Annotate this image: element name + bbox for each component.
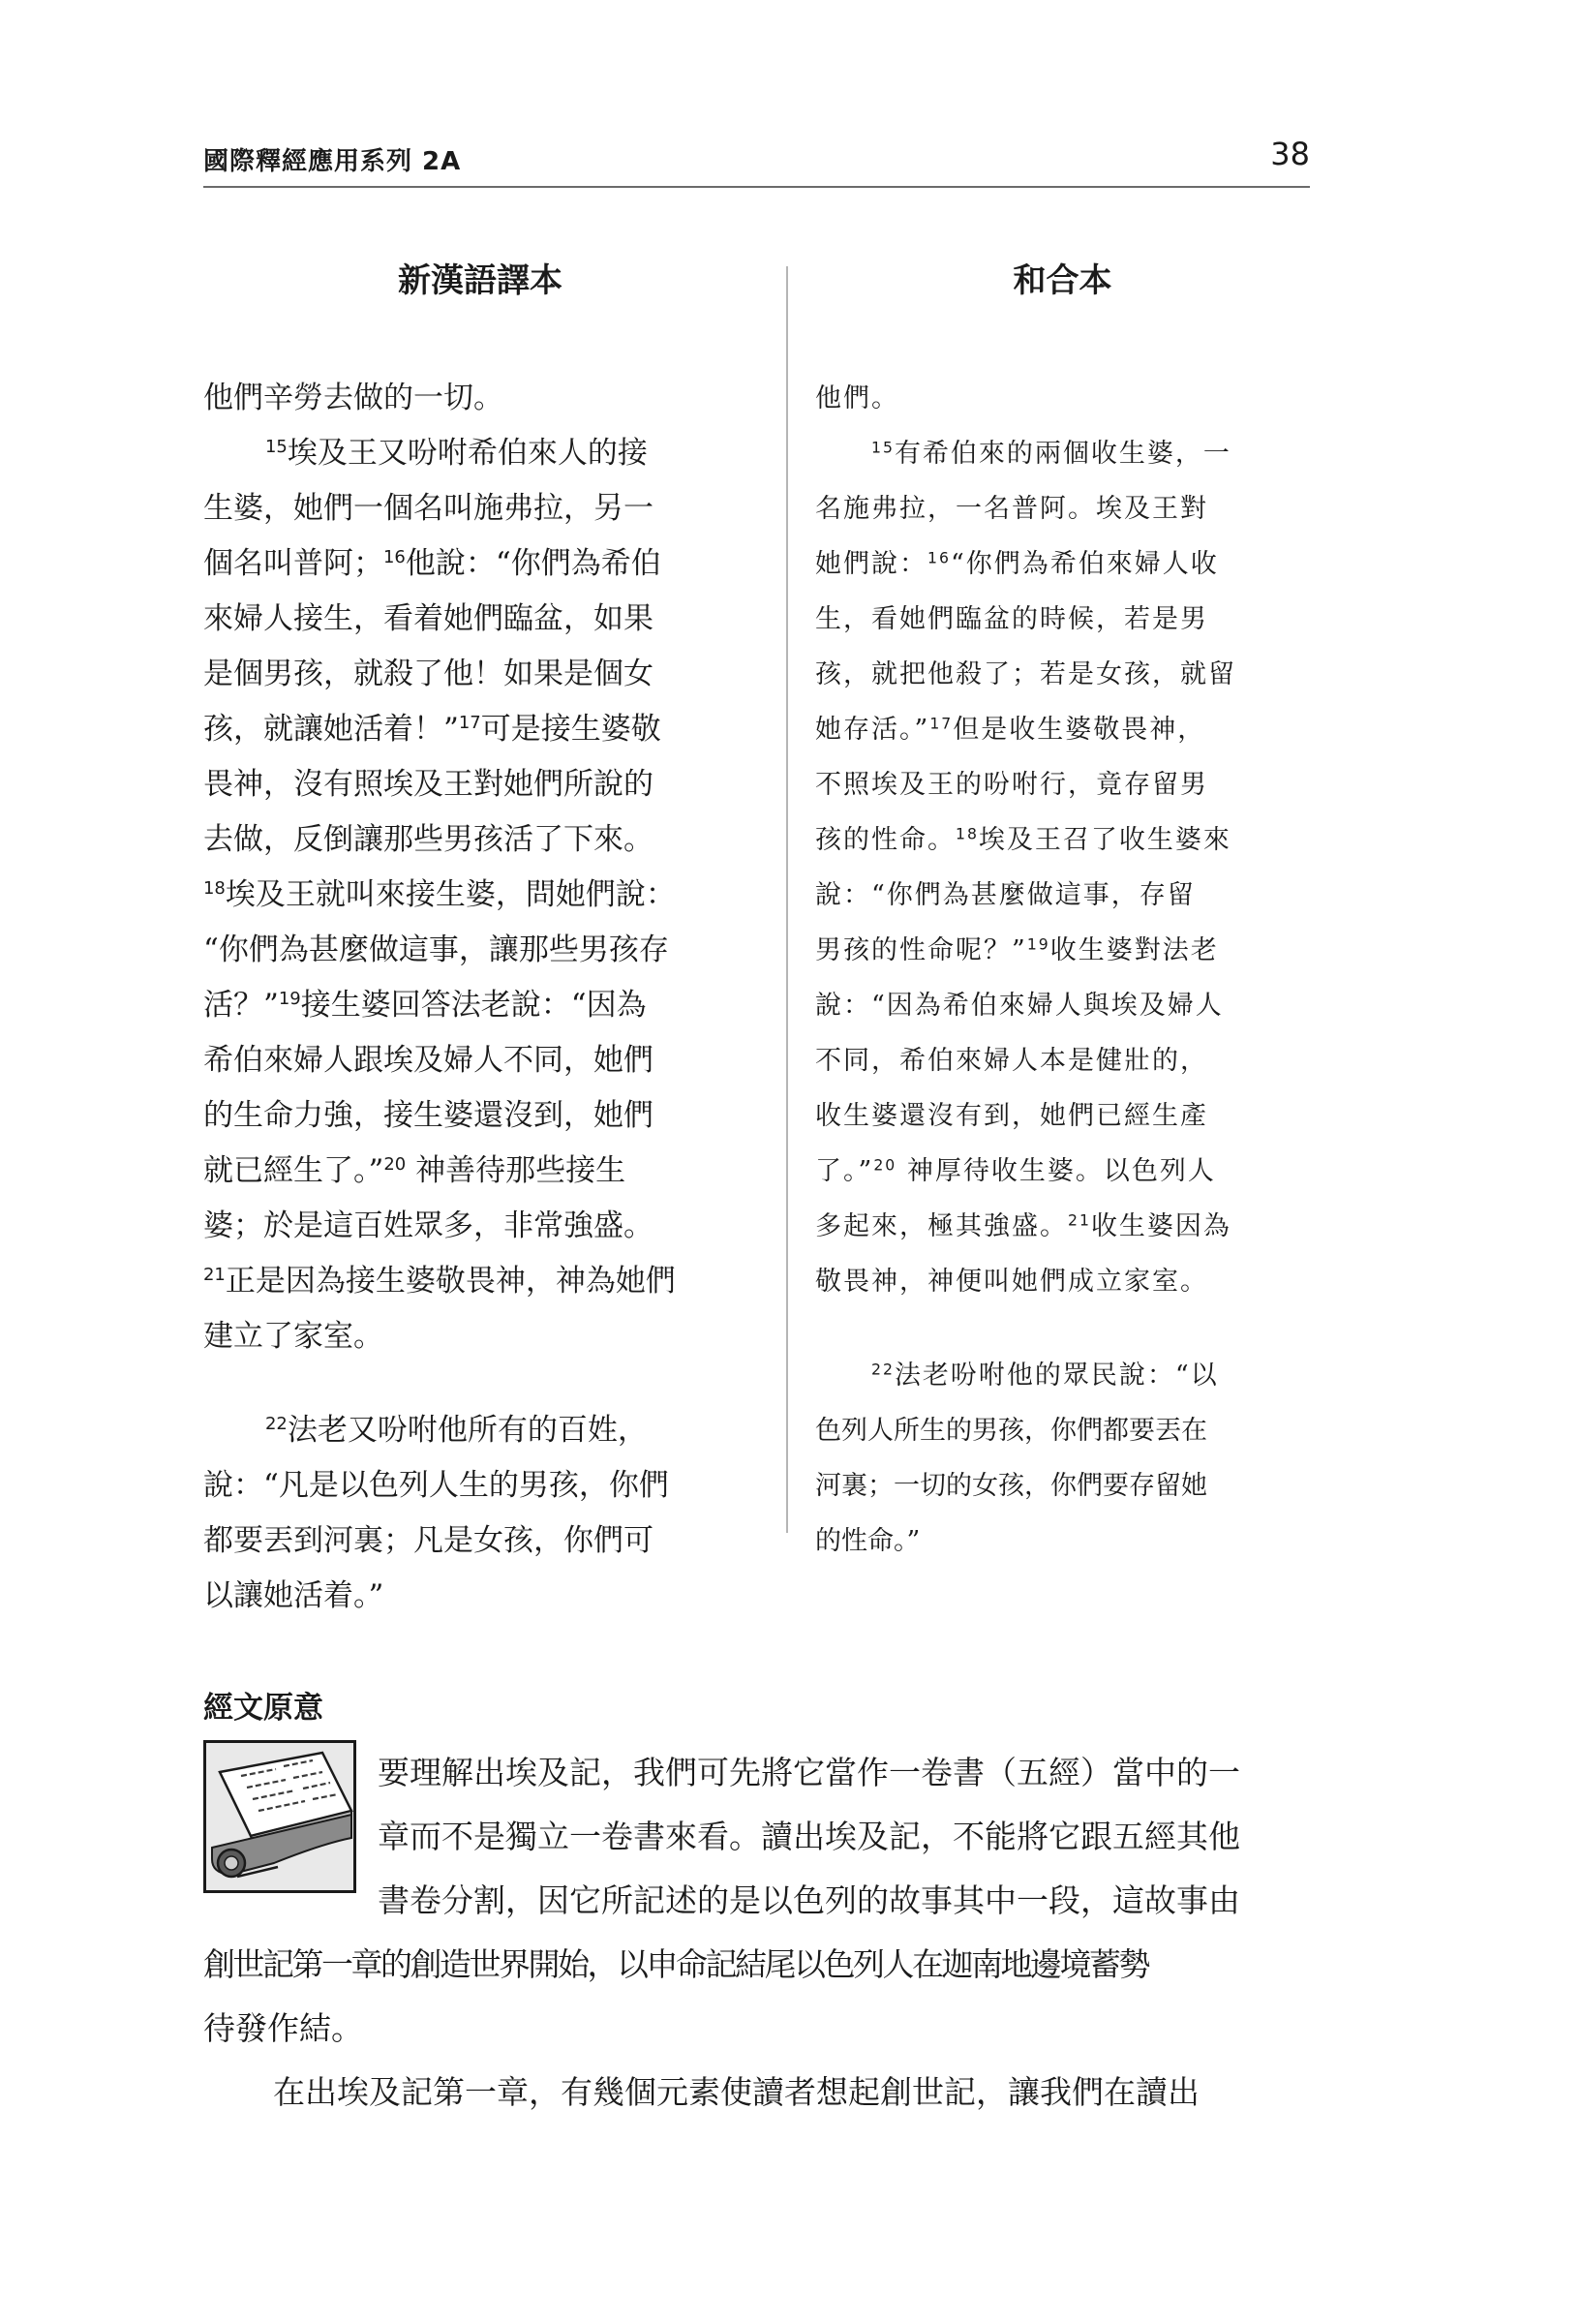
text-line [203, 592, 757, 647]
text-line [203, 1569, 757, 1624]
text-line [203, 536, 757, 592]
text-line [203, 1254, 757, 1309]
text-run: 說：“你們為甚麼做這事，存留 [815, 880, 1196, 910]
text-run: 神善待那些接生 [406, 1153, 626, 1188]
text-line [203, 978, 757, 1033]
text-line [203, 1514, 757, 1569]
text-run: 法老吩咐他的眾民說：“以 [894, 1361, 1219, 1391]
text-line [815, 1088, 1310, 1144]
column-divider [786, 266, 788, 1533]
text-run: 了。” [815, 1156, 874, 1186]
text-run: 不照埃及王的吩咐行，竟存留男 [815, 770, 1208, 800]
text-run: 個名叫普阿； [203, 546, 383, 581]
text-run: 河裏；一切的女孩，你們要存留她 [815, 1471, 1207, 1501]
text-line [203, 1458, 757, 1514]
verse-number: 22 [871, 1360, 895, 1379]
verse-number: 15 [265, 437, 288, 458]
text-run: 他們辛勞去做的一切。 [203, 381, 503, 415]
verse-number: 20 [873, 1155, 897, 1175]
verse-number: 18 [956, 824, 979, 843]
text-line [203, 868, 757, 923]
text-line [203, 923, 757, 978]
verse-number: 18 [203, 878, 226, 900]
text-run: 但是收生婆敬畏神， [953, 715, 1206, 745]
text-run: 法老又吩咐他所有的百姓， [287, 1413, 648, 1448]
text-run: 埃及王召了收生婆來 [978, 825, 1231, 855]
verse-number: 16 [383, 547, 406, 568]
text-line [203, 757, 757, 812]
text-line [815, 923, 1310, 978]
text-line [815, 371, 1310, 426]
text-run: 希伯來婦人跟埃及婦人不同，她們 [203, 1043, 653, 1078]
text-line [815, 1403, 1310, 1458]
text-line [203, 647, 757, 702]
text-run: 的性命。” [815, 1526, 921, 1556]
text-line [815, 1348, 1310, 1403]
text-line [203, 702, 757, 757]
text-run: 埃及王就叫來接生婆，問她們說： [225, 877, 676, 912]
text-run: 他們。 [815, 383, 899, 413]
text-run: 可是接生婆敬 [480, 712, 661, 747]
left-column-text [203, 371, 757, 1624]
text-run: 收生婆還沒有到，她們已經生產 [815, 1101, 1208, 1131]
text-line [815, 812, 1310, 868]
text-line [815, 1144, 1310, 1199]
text-run: 她們說： [815, 549, 927, 579]
paragraph-gap [203, 1364, 757, 1403]
text-run: 名施弗拉，一名普阿。埃及王對 [815, 494, 1208, 524]
text-line [815, 1458, 1310, 1514]
text-line [815, 536, 1310, 592]
text-line [815, 1254, 1310, 1309]
verse-number: 15 [871, 438, 895, 457]
paragraph-line: 書卷分割，因它所記述的是以色列的故事其中一段，這故事由 [378, 1881, 1240, 1919]
text-line [203, 1199, 757, 1254]
verse-number: 21 [1068, 1210, 1091, 1230]
text-run: “你們為希伯來婦人收 [950, 549, 1219, 579]
text-run: “你們為甚麼做這事，讓那些男孩存 [203, 933, 669, 967]
text-run: 以讓她活着。” [203, 1578, 384, 1613]
text-line [203, 371, 757, 426]
text-run: 她存活。” [815, 715, 930, 745]
verse-number: 21 [203, 1265, 226, 1286]
text-line [203, 1144, 757, 1199]
verse-number: 16 [927, 548, 951, 567]
text-line [203, 1309, 757, 1364]
paragraph-line: 要理解出埃及記，我們可先將它當作一卷書（五經）當中的一 [378, 1754, 1240, 1791]
section-heading: 經文原意 [203, 1691, 323, 1726]
text-run: 神厚待收生婆。以色列人 [896, 1156, 1216, 1186]
text-run: 埃及王又吩咐希伯來人的接 [287, 436, 648, 471]
text-run: 生婆，她們一個名叫施弗拉，另一 [203, 491, 653, 526]
text-run: 不同，希伯來婦人本是健壯的， [815, 1046, 1208, 1076]
paragraph-line: 待發作結。 [203, 2009, 363, 2047]
right-column-title: 和合本 [1013, 261, 1112, 300]
text-run: 都要丟到河裏；凡是女孩，你們可 [203, 1523, 653, 1558]
verse-number: 20 [383, 1154, 407, 1176]
verse-number: 19 [278, 989, 301, 1010]
text-run: 有希伯來的兩個收生婆，一 [894, 439, 1231, 469]
text-line [203, 1088, 757, 1144]
text-run: 去做，反倒讓那些男孩活了下來。 [203, 822, 653, 857]
verse-number: 19 [1026, 934, 1050, 954]
text-run: 正是因為接生婆敬畏神，神為她們 [225, 1264, 676, 1299]
paragraph-line: 創世記第一章的創造世界開始，以申命記結尾以色列人在迦南地邊境蓄勢 [203, 1945, 1148, 1983]
text-line [815, 1514, 1310, 1569]
text-run: 說：“因為希伯來婦人與埃及婦人 [815, 991, 1224, 1021]
text-line [815, 1199, 1310, 1254]
text-run: 敬畏神，神便叫她們成立家室。 [815, 1267, 1208, 1297]
text-line [203, 426, 757, 481]
page-number: 38 [1270, 136, 1310, 172]
text-run: 生，看她們臨盆的時候，若是男 [815, 604, 1208, 634]
text-run: 色列人所生的男孩，你們都要丟在 [815, 1416, 1207, 1446]
paragraph-line: 章而不是獨立一卷書來看。讀出埃及記，不能將它跟五經其他 [378, 1818, 1240, 1855]
running-header [203, 136, 1310, 188]
paragraph-line: 在出埃及記第一章，有幾個元素使讀者想起創世記，讓我們在讀出 [273, 2073, 1200, 2111]
text-line [815, 757, 1310, 812]
text-line [203, 812, 757, 868]
right-column-text [815, 371, 1310, 1569]
verse-number: 17 [458, 713, 481, 734]
text-run: 就已經生了。” [203, 1153, 384, 1188]
text-run: 孩，就讓她活着！” [203, 712, 459, 747]
text-run: 婆；於是這百姓眾多，非常強盛。 [203, 1208, 653, 1243]
text-run: 多起來，極其強盛。 [815, 1211, 1068, 1241]
text-line [815, 647, 1310, 702]
left-column-title: 新漢語譯本 [398, 261, 562, 300]
text-run: 說：“凡是以色列人生的男孩，你們 [203, 1468, 669, 1503]
text-run: 建立了家室。 [203, 1319, 383, 1354]
text-run: 孩，就把他殺了；若是女孩，就留 [815, 659, 1236, 689]
text-run: 收生婆因為 [1090, 1211, 1231, 1241]
text-run: 收生婆對法老 [1049, 935, 1219, 965]
verse-number: 17 [929, 714, 954, 733]
text-run: 活？” [203, 988, 279, 1023]
text-run: 男孩的性命呢？” [815, 935, 1027, 965]
text-line [203, 481, 757, 536]
text-line [815, 702, 1310, 757]
series-title: 國際釋經應用系列 2A [203, 147, 462, 176]
text-line [815, 592, 1310, 647]
text-run: 來婦人接生，看着她們臨盆，如果 [203, 601, 653, 636]
text-line [815, 1033, 1310, 1088]
text-line [815, 426, 1310, 481]
text-run: 是個男孩，就殺了他！如果是個女 [203, 657, 653, 691]
section-body [203, 1741, 1310, 2125]
text-run: 畏神，沒有照埃及王對她們所說的 [203, 767, 653, 802]
text-line [815, 481, 1310, 536]
paragraph-gap [815, 1309, 1310, 1348]
text-line [203, 1403, 757, 1458]
verse-number: 22 [265, 1414, 288, 1435]
text-run: 他說：“你們為希伯 [405, 546, 661, 581]
text-run: 孩的性命。 [815, 825, 956, 855]
text-line [815, 978, 1310, 1033]
text-line [203, 1033, 757, 1088]
text-run: 的生命力強，接生婆還沒到，她們 [203, 1098, 653, 1133]
text-run: 接生婆回答法老說：“因為 [300, 988, 647, 1023]
text-line [815, 868, 1310, 923]
